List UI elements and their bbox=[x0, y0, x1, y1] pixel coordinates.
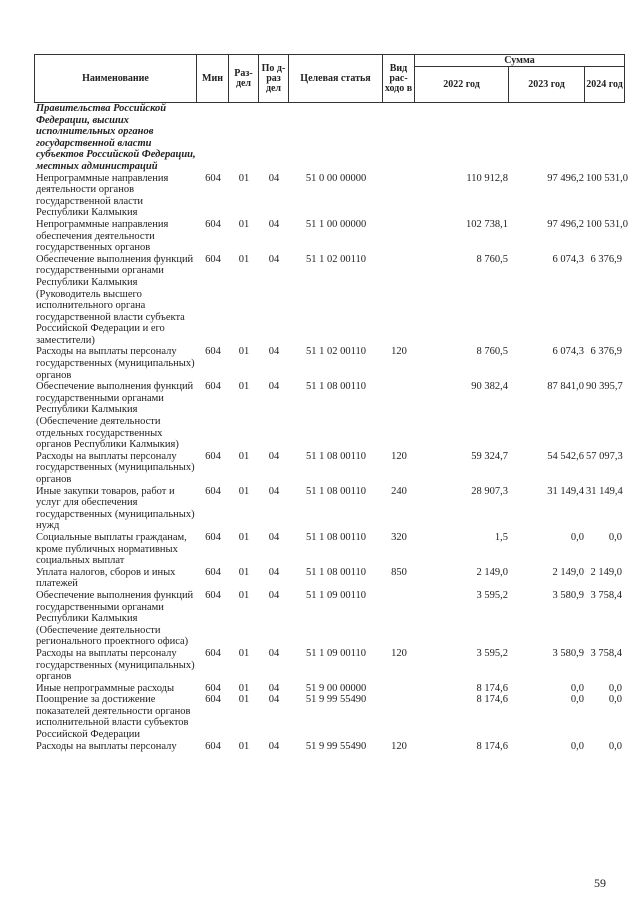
row-ministry-code: 604 bbox=[205, 450, 221, 462]
table-row bbox=[34, 254, 624, 347]
header-year-2024: 2024 год bbox=[585, 67, 625, 103]
row-expense-type: 320 bbox=[391, 531, 407, 543]
row-section-code: 01 bbox=[238, 647, 250, 659]
row-amount-2023: 0,0 bbox=[570, 682, 584, 694]
row-target-article: 51 1 09 00110 bbox=[306, 589, 366, 601]
table-row bbox=[34, 648, 624, 683]
row-subsection-code: 04 bbox=[268, 740, 280, 752]
row-name: Поощрение за достижение показателей деятельности органов исполнительной власти субъектов Российской Федерации bbox=[36, 694, 191, 741]
row-amount-2022: 8 174,6 bbox=[476, 682, 508, 694]
row-amount-2023: 0,0 bbox=[570, 694, 584, 706]
row-subsection-code: 04 bbox=[268, 381, 280, 393]
row-amount-2022: 8 760,5 bbox=[476, 346, 508, 358]
row-amount-2022: 8 760,5 bbox=[476, 253, 508, 265]
row-amount-2023: 0,0 bbox=[570, 740, 584, 752]
table-header bbox=[34, 54, 625, 103]
row-subsection-code: 04 bbox=[268, 253, 280, 265]
row-subsection-code: 04 bbox=[268, 172, 280, 184]
table-row bbox=[34, 451, 624, 486]
row-amount-2024: 0,0 bbox=[608, 694, 622, 706]
table-row bbox=[34, 532, 624, 567]
row-section-code: 01 bbox=[238, 566, 250, 578]
header-expense-type: Вид рас- ходо в bbox=[383, 55, 415, 103]
row-amount-2024: 0,0 bbox=[608, 740, 622, 752]
row-section-code: 01 bbox=[238, 346, 250, 358]
row-subsection-code: 04 bbox=[268, 589, 280, 601]
row-subsection-code: 04 bbox=[268, 346, 280, 358]
table-body bbox=[34, 103, 628, 752]
row-amount-2022: 59 324,7 bbox=[471, 450, 508, 462]
row-amount-2023: 0,0 bbox=[570, 531, 584, 543]
row-section-code: 01 bbox=[238, 531, 250, 543]
row-target-article: 51 1 08 00110 bbox=[306, 566, 366, 578]
table-row bbox=[34, 172, 628, 219]
row-name: Расходы на выплаты персоналу bbox=[36, 740, 177, 752]
row-section-code: 01 bbox=[238, 740, 250, 752]
row-amount-2024: 3 758,4 bbox=[590, 589, 622, 601]
row-subsection-code: 04 bbox=[268, 450, 280, 462]
row-amount-2023: 54 542,6 bbox=[547, 450, 584, 462]
row-section-code: 01 bbox=[238, 218, 250, 230]
row-amount-2024: 31 149,4 bbox=[586, 485, 623, 497]
row-section-code: 01 bbox=[238, 172, 250, 184]
row-amount-2024: 100 531,0 bbox=[586, 172, 628, 184]
row-target-article: 51 9 99 55490 bbox=[305, 694, 367, 706]
header-target-article: Целевая статья bbox=[289, 55, 383, 103]
row-amount-2022: 2 149,0 bbox=[476, 566, 508, 578]
table-row bbox=[34, 103, 624, 173]
row-target-article: 51 1 09 00110 bbox=[306, 647, 366, 659]
row-ministry-code: 604 bbox=[205, 682, 221, 694]
row-subsection-code: 04 bbox=[268, 485, 280, 497]
row-expense-type: 120 bbox=[391, 740, 407, 752]
table-row bbox=[34, 486, 624, 532]
table-row bbox=[34, 567, 624, 590]
row-subsection-code: 04 bbox=[268, 647, 280, 659]
row-ministry-code: 604 bbox=[205, 346, 221, 358]
row-name: Обеспечение выполнения функций государственными органами Республики Калмыкия (Руководитель высшего исполнительного органа государственной власти субъекта Российской Федерации и его заместители) bbox=[36, 253, 194, 346]
table-row bbox=[34, 381, 624, 451]
header-year-2022: 2022 год bbox=[415, 67, 509, 103]
row-amount-2022: 28 907,3 bbox=[471, 485, 508, 497]
table-row bbox=[34, 741, 624, 753]
row-ministry-code: 604 bbox=[205, 589, 221, 601]
row-amount-2022: 8 174,6 bbox=[476, 694, 508, 706]
row-target-article: 51 1 02 00110 bbox=[306, 253, 366, 265]
row-ministry-code: 604 bbox=[205, 531, 221, 543]
row-name: Иные непрограммные расходы bbox=[36, 682, 175, 694]
row-amount-2024: 90 395,7 bbox=[586, 381, 623, 393]
row-amount-2023: 3 580,9 bbox=[552, 589, 584, 601]
row-ministry-code: 604 bbox=[205, 172, 221, 184]
row-ministry-code: 604 bbox=[205, 694, 221, 706]
row-name: Непрограммные направления обеспечения деятельности государственных органов bbox=[36, 218, 169, 254]
row-subsection-code: 04 bbox=[268, 218, 280, 230]
row-expense-type: 240 bbox=[391, 485, 407, 497]
row-amount-2022: 1,5 bbox=[494, 531, 508, 543]
row-expense-type: 850 bbox=[391, 566, 407, 578]
row-name: Иные закупки товаров, работ и услуг для обеспечения государственных (муниципальных) нужд bbox=[36, 485, 195, 532]
row-target-article: 51 1 00 00000 bbox=[305, 218, 367, 230]
row-name: Обеспечение выполнения функций государственными органами Республики Калмыкия (Обеспечение деятельности отдельных государственных органов Республики Калмыкия) bbox=[36, 381, 194, 451]
row-expense-type: 120 bbox=[391, 450, 407, 462]
row-target-article: 51 1 08 00110 bbox=[306, 381, 366, 393]
row-ministry-code: 604 bbox=[205, 740, 221, 752]
row-amount-2023: 31 149,4 bbox=[547, 485, 584, 497]
row-amount-2024: 0,0 bbox=[608, 682, 622, 694]
header-razdel: Раз-дел bbox=[229, 55, 259, 103]
row-amount-2022: 8 174,6 bbox=[476, 740, 508, 752]
table-row bbox=[34, 694, 624, 740]
header-name: Наименование bbox=[35, 55, 197, 103]
row-subsection-code: 04 bbox=[268, 682, 280, 694]
table-row bbox=[34, 218, 628, 254]
row-ministry-code: 604 bbox=[205, 218, 221, 230]
row-name: Расходы на выплаты персоналу государственных (муниципальных) органов bbox=[36, 450, 195, 485]
row-name: Обеспечение выполнения функций государственными органами Республики Калмыкия (Обеспечение деятельности регионального проектного офиса) bbox=[36, 589, 194, 648]
row-subsection-code: 04 bbox=[268, 694, 280, 706]
row-ministry-code: 604 bbox=[205, 566, 221, 578]
row-expense-type: 120 bbox=[391, 346, 407, 358]
row-amount-2023: 87 841,0 bbox=[547, 381, 584, 393]
row-amount-2023: 97 496,2 bbox=[547, 218, 584, 230]
row-name: Расходы на выплаты персоналу государственных (муниципальных) органов bbox=[36, 647, 195, 683]
row-amount-2024: 6 376,9 bbox=[590, 253, 622, 265]
row-amount-2022: 102 738,1 bbox=[466, 218, 508, 230]
header-min: Мин bbox=[197, 55, 229, 103]
row-ministry-code: 604 bbox=[205, 253, 221, 265]
row-amount-2024: 6 376,9 bbox=[590, 346, 622, 358]
page-number: 59 bbox=[594, 876, 606, 890]
row-amount-2024: 57 097,3 bbox=[586, 450, 623, 462]
header-sum: Сумма bbox=[415, 55, 625, 67]
row-amount-2022: 3 595,2 bbox=[476, 589, 508, 601]
row-target-article: 51 1 02 00110 bbox=[306, 346, 366, 358]
row-amount-2023: 3 580,9 bbox=[552, 647, 584, 659]
row-target-article: 51 1 08 00110 bbox=[306, 485, 366, 497]
row-name: Расходы на выплаты персоналу государственных (муниципальных) органов bbox=[36, 346, 195, 381]
row-amount-2022: 3 595,2 bbox=[476, 647, 508, 659]
row-section-code: 01 bbox=[238, 694, 250, 706]
row-target-article: 51 0 00 00000 bbox=[305, 172, 367, 184]
row-amount-2022: 90 382,4 bbox=[471, 381, 508, 393]
row-ministry-code: 604 bbox=[205, 381, 221, 393]
row-subsection-code: 04 bbox=[268, 566, 280, 578]
row-section-code: 01 bbox=[238, 589, 250, 601]
row-amount-2023: 6 074,3 bbox=[552, 253, 584, 265]
row-section-code: 01 bbox=[238, 381, 250, 393]
row-target-article: 51 9 99 55490 bbox=[305, 740, 367, 752]
row-name: Правительства Российской Федерации, высших исполнительных органов государственной власти субъектов Российской Федерации, местных администраций bbox=[36, 103, 196, 172]
header-podrazdel: По д- раз дел bbox=[259, 55, 289, 103]
row-amount-2024: 100 531,0 bbox=[586, 218, 628, 230]
row-amount-2024: 2 149,0 bbox=[590, 566, 622, 578]
row-amount-2023: 6 074,3 bbox=[552, 346, 584, 358]
row-subsection-code: 04 bbox=[268, 531, 280, 543]
table-row bbox=[34, 346, 624, 381]
row-amount-2024: 0,0 bbox=[608, 531, 622, 543]
header-year-2023: 2023 год bbox=[509, 67, 585, 103]
row-target-article: 51 9 00 00000 bbox=[305, 682, 367, 694]
row-name: Социальные выплаты гражданам, кроме публичных нормативных социальных выплат bbox=[36, 531, 187, 567]
row-section-code: 01 bbox=[238, 253, 250, 265]
row-name: Непрограммные направления деятельности органов государственной власти Республики Калмыкия bbox=[36, 172, 169, 219]
row-target-article: 51 1 08 00110 bbox=[306, 450, 366, 462]
row-name: Уплата налогов, сборов и иных платежей bbox=[36, 566, 176, 590]
row-section-code: 01 bbox=[238, 450, 250, 462]
row-target-article: 51 1 08 00110 bbox=[306, 531, 366, 543]
row-expense-type: 120 bbox=[391, 647, 407, 659]
row-amount-2023: 2 149,0 bbox=[552, 566, 584, 578]
row-amount-2024: 3 758,4 bbox=[590, 647, 622, 659]
table-row bbox=[34, 683, 624, 695]
row-section-code: 01 bbox=[238, 485, 250, 497]
row-ministry-code: 604 bbox=[205, 647, 221, 659]
table-row bbox=[34, 590, 624, 648]
row-amount-2022: 110 912,8 bbox=[466, 172, 508, 184]
row-section-code: 01 bbox=[238, 682, 250, 694]
row-ministry-code: 604 bbox=[205, 485, 221, 497]
row-amount-2023: 97 496,2 bbox=[547, 172, 584, 184]
